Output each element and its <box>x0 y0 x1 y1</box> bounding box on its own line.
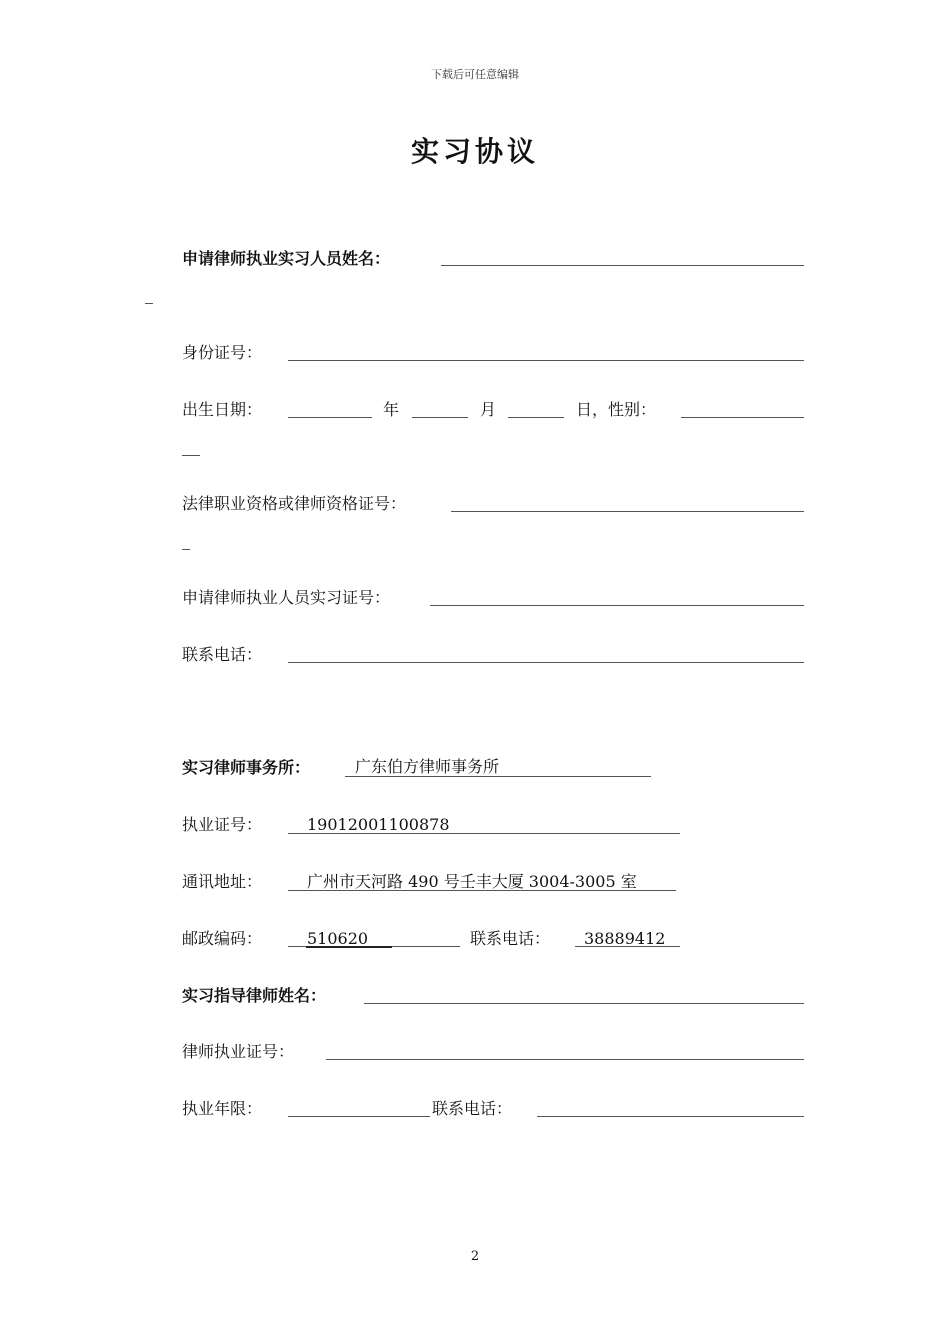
document-title: 实习协议 <box>410 135 539 168</box>
postcode-label: 邮政编码： <box>182 929 263 948</box>
applicant-phone-blank <box>288 662 804 663</box>
applicant-name-blank <box>441 265 804 266</box>
practice-cert-blank <box>430 605 804 606</box>
supervisor-phone-blank <box>537 1116 804 1117</box>
practice-years-blank <box>288 1116 430 1117</box>
qualification-blank <box>451 511 804 512</box>
firm-name: 广东伯方律师事务所 <box>355 757 500 776</box>
page-number: 2 <box>470 1249 480 1264</box>
gender-blank <box>681 417 804 418</box>
supervisor-cert-blank <box>326 1059 804 1060</box>
supervisor-name-blank <box>364 1003 804 1004</box>
page-header-note: 下载后可任意编辑 <box>431 68 519 81</box>
birth-year-blank <box>288 417 372 418</box>
supervisor-cert-label: 律师执业证号： <box>182 1042 295 1061</box>
wrap-underscore <box>145 303 153 304</box>
wrap-underscore <box>182 455 200 456</box>
postcode-value: 510620 <box>307 929 369 948</box>
supervisor-phone-label: 联系电话： <box>432 1099 513 1118</box>
applicant-name-label: 申请律师执业实习人员姓名： <box>182 249 391 268</box>
firm-phone-value: 38889412 <box>584 929 666 948</box>
license-label: 执业证号： <box>182 815 263 834</box>
birth-date-label: 出生日期： <box>182 400 263 419</box>
firm-label: 实习律师事务所： <box>182 758 311 777</box>
supervisor-name-label: 实习指导律师姓名： <box>182 986 327 1005</box>
qualification-label: 法律职业资格或律师资格证号： <box>182 494 407 513</box>
day-gender-label: 日，性别： <box>576 400 657 419</box>
birth-month-blank <box>412 417 468 418</box>
id-number-blank <box>288 360 804 361</box>
birth-day-blank <box>508 417 564 418</box>
year-label: 年 <box>383 400 400 419</box>
address-label: 通讯地址： <box>182 872 263 891</box>
firm-phone-label: 联系电话： <box>470 929 551 948</box>
practice-cert-label: 申请律师执业人员实习证号： <box>182 588 391 607</box>
practice-years-label: 执业年限： <box>182 1099 263 1118</box>
applicant-phone-label: 联系电话： <box>182 645 263 664</box>
month-label: 月 <box>480 400 497 419</box>
firm-address: 广州市天河路 490 号壬丰大厦 3004-3005 室 <box>307 872 637 891</box>
wrap-underscore <box>182 549 190 550</box>
license-number: 19012001100878 <box>307 815 450 834</box>
id-number-label: 身份证号： <box>182 343 263 362</box>
